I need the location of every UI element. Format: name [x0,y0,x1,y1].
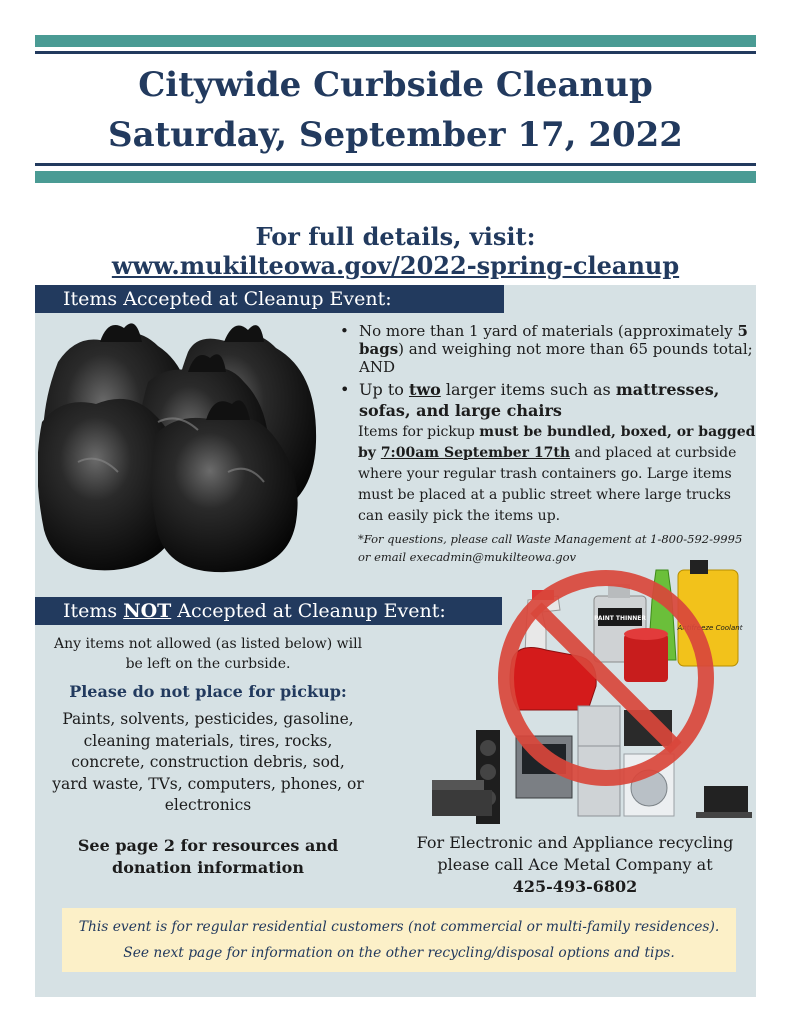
details-block [35,222,756,280]
not-accepted-heading: Items NOT Accepted at Cleanup Event: [35,597,502,625]
see-page-2-note: See page 2 for resources and donation information [77,835,339,877]
stereo [432,780,492,816]
footer-note [62,908,736,972]
header-bottom-rule [35,163,756,166]
footer-line-1: This event is for regular residential customers (not commercial or multi-family residences). [78,919,720,935]
refrigerator [578,706,620,816]
accepted-item-volume: • No more than 1 yard of materials (approximately 5 bags) and weighing not more than 65 pounds total; AND [338,322,756,376]
not-accepted-block [52,634,364,879]
header-bottom-bar [35,171,756,183]
details-lead: For full details, visit: [255,222,536,251]
paint-thinner-label: PAINT THINNER [593,615,647,622]
footer-line-2: See next page for information on the other recycling/disposal options and tips. [123,945,675,961]
recycling-phone: 425-493-6802 [512,877,638,896]
details-url-link[interactable]: www.mukilteowa.gov/2022-spring-cleanup [111,251,680,280]
accepted-item-large: • Up to two larger items such as mattresses, sofas, and large chairs [338,379,756,421]
antifreeze-label: Antifreeze Coolant [677,624,743,632]
header-top-bar [35,35,756,47]
garbage-bags-image [38,312,326,574]
not-accepted-list: Paints, solvents, pesticides, gasoline, cleaning materials, tires, rocks, concrete, construction debris, sod, yard waste, TVs, computers, phones, or electronics [52,710,364,814]
questions-note: *For questions, please call Waste Management at 1-800-592-9995 or email execadmin@mukilteowa.gov [358,532,743,564]
not-accepted-warning: Please do not place for pickup: [69,682,347,701]
laptop [696,786,752,818]
title-line-1: Citywide Curbside Cleanup [138,65,653,105]
recycling-text: For Electronic and Appliance recycling please call Ace Metal Company at [416,833,734,874]
hazardous-items-image [428,560,752,832]
not-accepted-intro: Any items not allowed (as listed below) will be left on the curbside. [53,636,363,672]
title-line-2: Saturday, September 17, 2022 [108,115,683,155]
accepted-list [338,322,756,566]
page-title [35,60,756,160]
header-top-rule [35,51,756,54]
pickup-instructions: Items for pickup must be bundled, boxed, or bagged by 7:00am September 17th and placed at curbside where your regular trash containers go. Large items must be placed at a public street where large trucks can easily pick the items up. [358,424,756,524]
accepted-heading: Items Accepted at Cleanup Event: [35,285,504,313]
red-paint-can [624,628,668,682]
recycling-info [400,832,750,898]
